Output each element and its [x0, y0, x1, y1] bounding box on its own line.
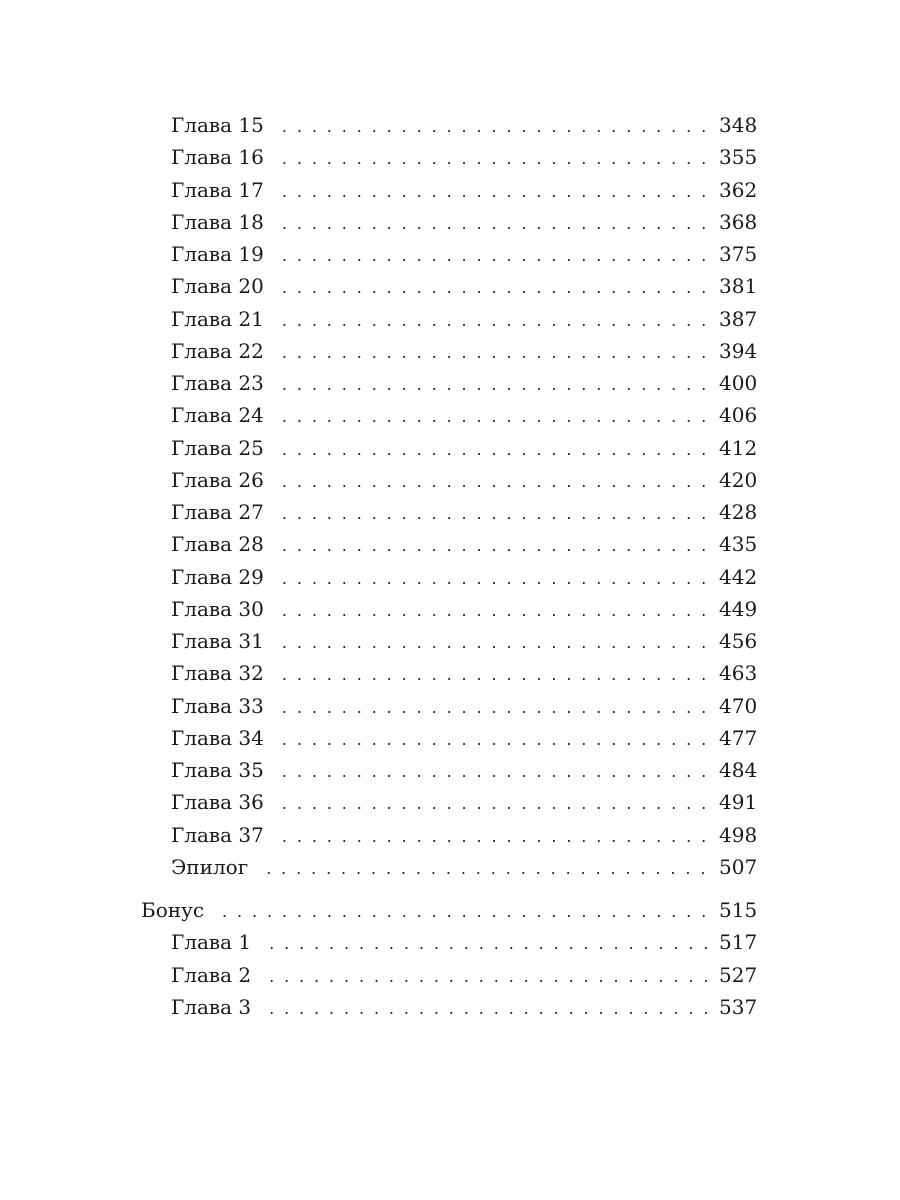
toc-entry-label: Глава 28 — [171, 532, 264, 557]
toc-entry-chapter-24[interactable] — [0, 399, 900, 431]
toc-page-number: 362 — [719, 177, 758, 202]
toc-page-number: 355 — [719, 145, 758, 170]
toc-page-number: 484 — [719, 758, 758, 782]
toc-entry-epilogue[interactable] — [0, 851, 900, 883]
toc-entry-chapter-31[interactable] — [0, 625, 900, 657]
toc-page-number: 400 — [719, 371, 758, 395]
dot-leader — [269, 928, 707, 960]
toc-entry-label: Глава 30 — [171, 596, 264, 621]
toc-page-number: 387 — [719, 306, 758, 331]
toc-entry-bonus[interactable] — [0, 894, 900, 926]
toc-page-number: 406 — [719, 403, 758, 428]
table-of-contents — [0, 109, 900, 1023]
dot-leader — [282, 208, 707, 240]
dot-leader — [282, 466, 707, 498]
toc-entry-label: Бонус — [141, 898, 205, 922]
dot-leader — [282, 240, 707, 272]
toc-page-number: 412 — [719, 435, 758, 460]
toc-entry-label: Глава 36 — [171, 790, 264, 815]
toc-page-number: 498 — [719, 822, 758, 847]
toc-entry-chapter-17[interactable] — [0, 174, 900, 206]
toc-entry-chapter-22[interactable] — [0, 335, 900, 367]
dot-leader — [282, 627, 707, 659]
dot-leader — [282, 563, 707, 595]
toc-entry-label: Глава 23 — [171, 371, 264, 395]
toc-page-number: 477 — [719, 725, 758, 750]
dot-leader — [282, 305, 707, 337]
toc-page-number: 348 — [719, 113, 758, 137]
toc-page-number: 368 — [719, 209, 758, 234]
dot-leader — [282, 692, 707, 724]
toc-page-number: 375 — [719, 242, 758, 266]
toc-page-number: 491 — [719, 790, 758, 815]
toc-page-number: 463 — [719, 661, 758, 686]
toc-entry-label: Глава 15 — [171, 113, 264, 137]
dot-leader — [282, 143, 707, 175]
dot-leader — [282, 659, 707, 691]
toc-entry-chapter-28[interactable] — [0, 528, 900, 560]
toc-entry-label: Глава 22 — [171, 338, 264, 363]
dot-leader — [282, 176, 707, 208]
toc-entry-label: Глава 19 — [171, 242, 264, 266]
dot-leader — [282, 369, 707, 401]
toc-entry-chapter-18[interactable] — [0, 206, 900, 238]
toc-entry-chapter-30[interactable] — [0, 593, 900, 625]
toc-page-number: 428 — [719, 500, 758, 524]
toc-page-number: 420 — [719, 467, 758, 492]
dot-leader — [282, 788, 707, 820]
toc-entry-chapter-26[interactable] — [0, 464, 900, 496]
toc-entry-label: Глава 35 — [171, 758, 264, 782]
toc-entry-label: Глава 20 — [171, 274, 264, 299]
toc-page-number: 515 — [719, 898, 758, 922]
toc-entry-label: Глава 17 — [171, 177, 264, 202]
dot-leader — [282, 401, 707, 433]
toc-entry-label: Глава 37 — [171, 822, 264, 847]
toc-entry-label: Глава 21 — [171, 306, 264, 331]
dot-leader — [282, 724, 707, 756]
toc-entry-chapter-35[interactable] — [0, 754, 900, 786]
toc-page-number: 435 — [719, 532, 758, 557]
toc-entry-label: Глава 25 — [171, 435, 264, 460]
toc-entry-chapter-20[interactable] — [0, 270, 900, 302]
toc-entry-bonus-chapter-3[interactable] — [0, 991, 900, 1023]
toc-page-number: 537 — [719, 994, 758, 1019]
dot-leader — [282, 337, 707, 369]
toc-page-number: 442 — [719, 564, 758, 589]
toc-entry-chapter-15[interactable] — [0, 109, 900, 141]
toc-entry-chapter-23[interactable] — [0, 367, 900, 399]
toc-entry-chapter-32[interactable] — [0, 657, 900, 689]
dot-leader — [282, 595, 707, 627]
toc-entry-chapter-19[interactable] — [0, 238, 900, 270]
dot-leader — [282, 530, 707, 562]
toc-entry-label: Глава 24 — [171, 403, 264, 428]
toc-entry-chapter-29[interactable] — [0, 561, 900, 593]
toc-page-number: 470 — [719, 693, 758, 718]
toc-entry-label: Глава 34 — [171, 725, 264, 750]
toc-entry-bonus-chapter-1[interactable] — [0, 926, 900, 958]
toc-entry-label: Глава 32 — [171, 661, 264, 686]
toc-entry-label: Глава 2 — [171, 962, 252, 987]
toc-page-number: 449 — [719, 596, 758, 621]
toc-entry-chapter-36[interactable] — [0, 786, 900, 818]
toc-entry-label: Глава 27 — [171, 500, 264, 524]
dot-leader — [282, 821, 707, 853]
toc-entry-label: Глава 26 — [171, 467, 264, 492]
toc-page-number: 394 — [719, 338, 758, 363]
toc-entry-label: Глава 31 — [171, 629, 264, 653]
dot-leader — [282, 111, 707, 143]
dot-leader — [282, 272, 707, 304]
toc-entry-label: Глава 16 — [171, 145, 264, 170]
toc-entry-chapter-16[interactable] — [0, 141, 900, 173]
toc-entry-bonus-chapter-2[interactable] — [0, 959, 900, 991]
toc-page-number: 381 — [719, 274, 758, 299]
toc-entry-label: Глава 18 — [171, 209, 264, 234]
toc-page-number: 517 — [719, 930, 758, 955]
toc-page-number: 507 — [719, 854, 758, 879]
dot-leader — [269, 993, 707, 1025]
dot-leader — [282, 756, 707, 788]
dot-leader — [266, 853, 707, 885]
toc-entry-chapter-37[interactable] — [0, 819, 900, 851]
toc-entry-chapter-27[interactable] — [0, 496, 900, 528]
toc-page-number: 456 — [719, 629, 758, 653]
toc-entry-label: Глава 1 — [171, 930, 252, 955]
toc-entry-label: Глава 33 — [171, 693, 264, 718]
toc-entry-chapter-25[interactable] — [0, 432, 900, 464]
toc-entry-chapter-33[interactable] — [0, 690, 900, 722]
toc-entry-label: Эпилог — [171, 854, 249, 879]
toc-entry-chapter-21[interactable] — [0, 303, 900, 335]
toc-page-number: 527 — [719, 962, 758, 987]
dot-leader — [282, 498, 707, 530]
dot-leader — [222, 896, 707, 928]
toc-entry-chapter-34[interactable] — [0, 722, 900, 754]
dot-leader — [269, 961, 707, 993]
toc-entry-label: Глава 3 — [171, 994, 252, 1019]
toc-entry-label: Глава 29 — [171, 564, 264, 589]
dot-leader — [282, 434, 707, 466]
